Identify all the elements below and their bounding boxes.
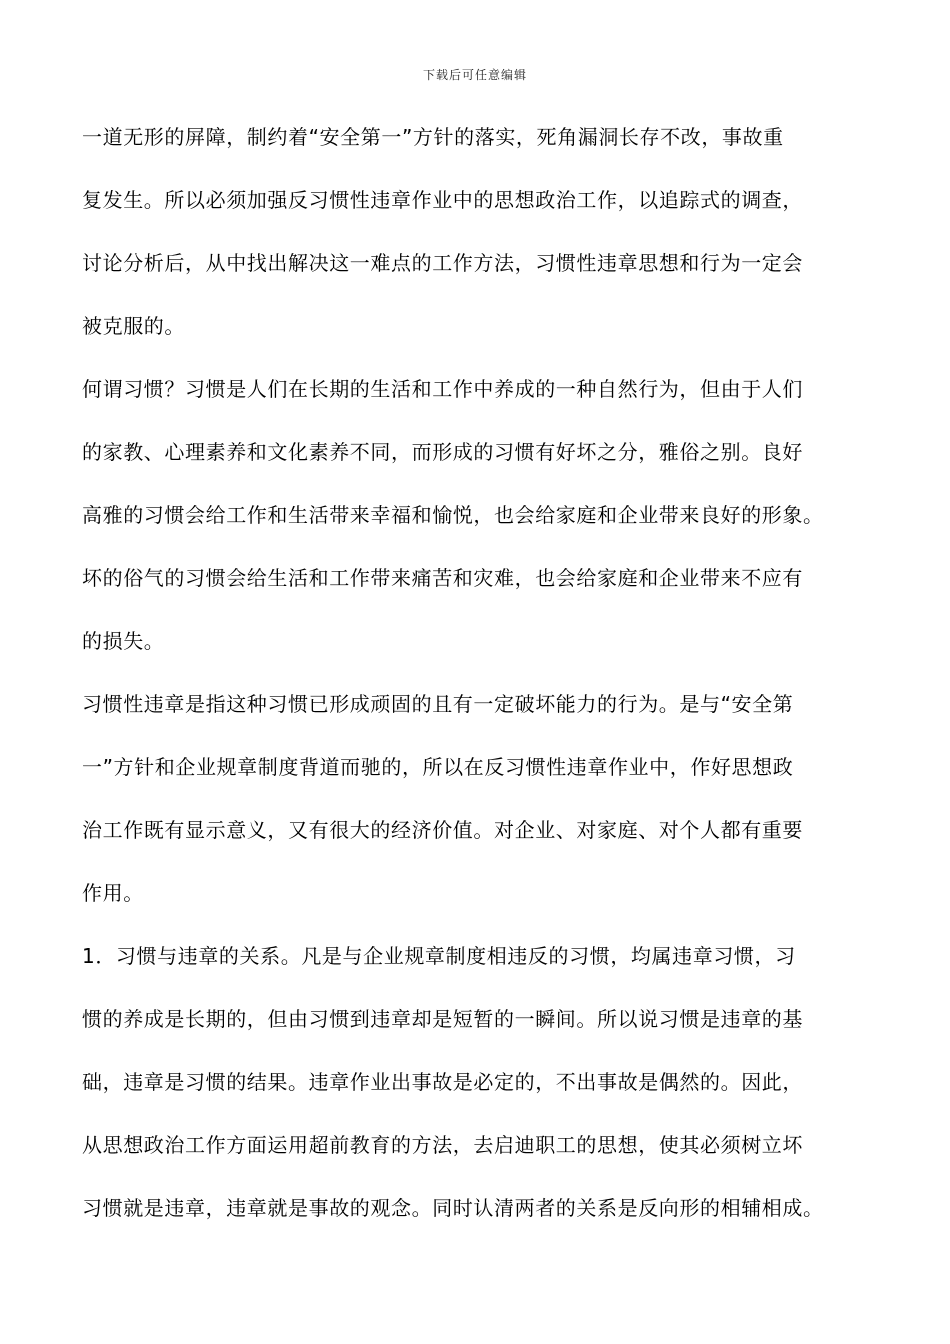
text-line: 习惯性违章是指这种习惯已形成顽固的且有一定破坏能力的行为。是与“安全第 (82, 692, 794, 716)
paragraph (82, 371, 872, 686)
text-line: 惯的养成是长期的，但由习惯到违章却是短暂的一瞬间。所以说习惯是违章的基 (82, 1007, 803, 1031)
text-line: 从思想政治工作方面运用超前教育的方法，去启迪职工的思想，使其必须树立坏 (82, 1133, 803, 1157)
text-line: 一”方针和企业规章制度背道而驰的，所以在反习惯性违章作业中，作好思想政 (82, 755, 794, 779)
text-line: 讨论分析后，从中找出解决这一难点的工作方法，习惯性违章思想和行为一定会 (82, 251, 803, 275)
text-line: 的家教、心理素养和文化素养不同，而形成的习惯有好坏之分，雅俗之别。良好 (82, 440, 803, 464)
text-line: 复发生。所以必须加强反习惯性违章作业中的思想政治工作，以追踪式的调查， (82, 188, 803, 212)
paragraph (82, 938, 872, 1227)
text-line: 坏的俗气的习惯会给生活和工作带来痛苦和灾难，也会给家庭和企业带来不应有 (82, 566, 803, 590)
text-line: 础，违章是习惯的结果。违章作业出事故是必定的，不出事故是偶然的。因此， (82, 1070, 803, 1094)
text-line: 习惯就是违章，违章就是事故的观念。同时认清两者的关系是反向形的相辅相成。 (82, 1196, 824, 1220)
text-line: 一道无形的屏障，制约着“安全第一”方针的落实，死角漏洞长存不改，事故重 (82, 125, 784, 149)
document-body (82, 119, 872, 1227)
text-line: 作用。 (82, 881, 144, 905)
text-line: 被克服的。 (82, 314, 185, 338)
paragraph (82, 119, 872, 371)
text-line: 1．习惯与违章的关系。凡是与企业规章制度相违反的习惯，均属违章习惯，习 (82, 944, 796, 968)
text-line: 何谓习惯？习惯是人们在长期的生活和工作中养成的一种自然行为，但由于人们 (82, 377, 803, 401)
text-line: 高雅的习惯会给工作和生活带来幸福和愉悦，也会给家庭和企业带来良好的形象。 (82, 503, 824, 527)
text-line: 治工作既有显示意义，又有很大的经济价值。对企业、对家庭、对个人都有重要 (82, 818, 803, 842)
paragraph (82, 686, 872, 938)
text-line: 的损失。 (82, 629, 165, 653)
header-note: 下载后可任意编辑 (422, 68, 527, 82)
